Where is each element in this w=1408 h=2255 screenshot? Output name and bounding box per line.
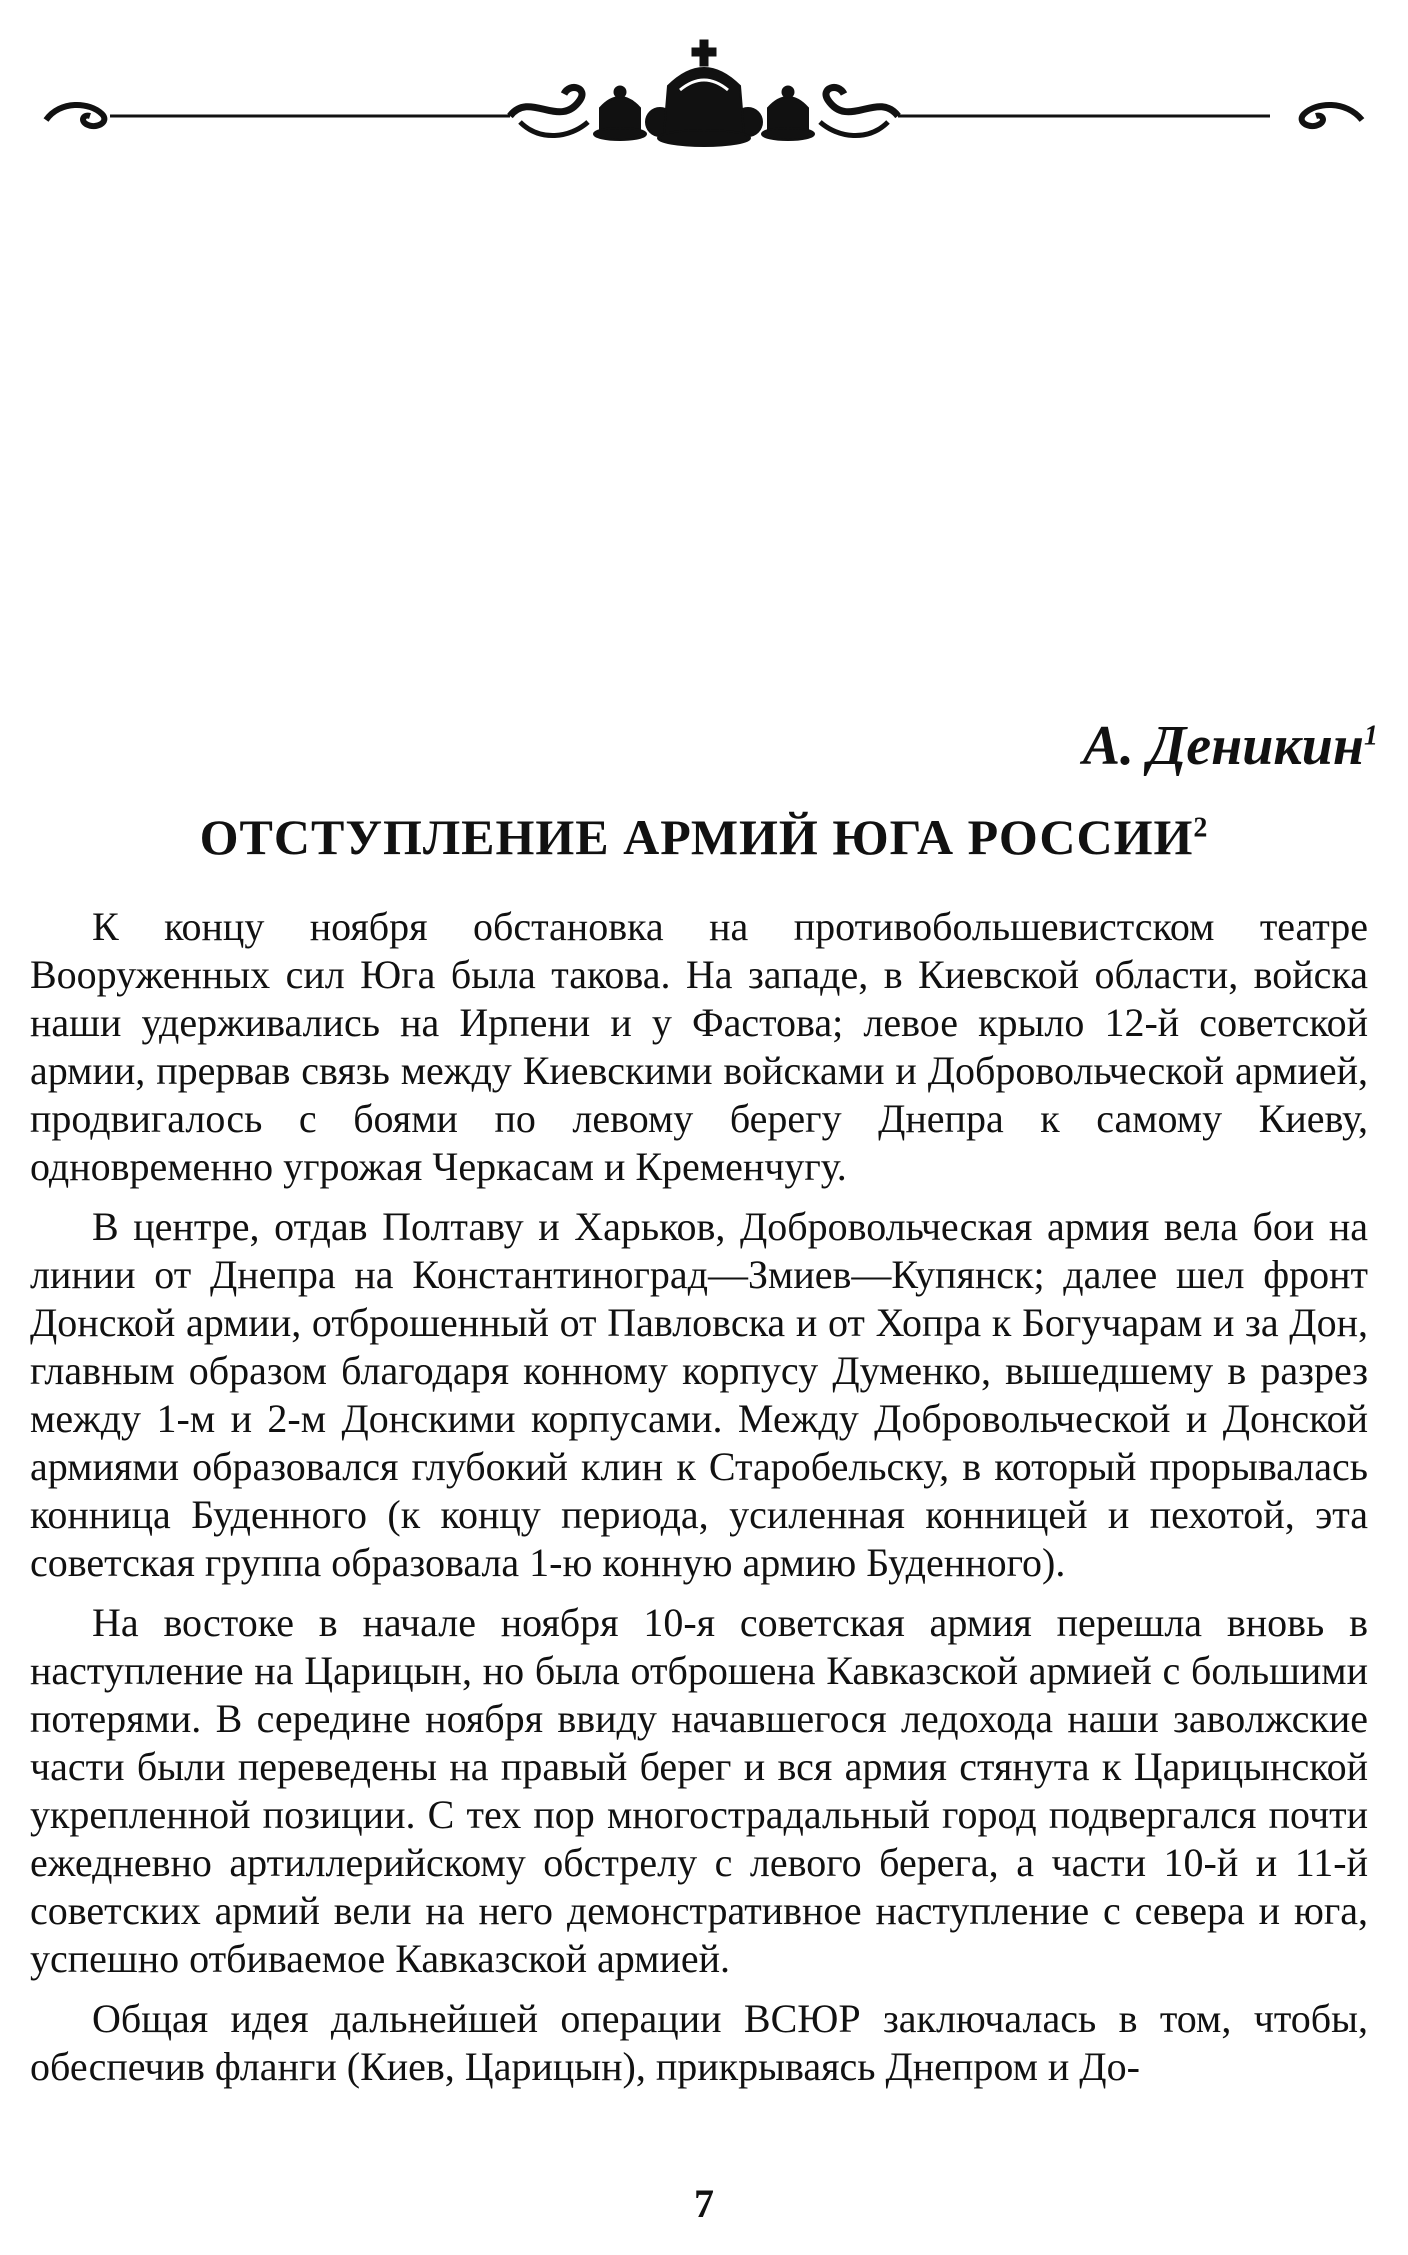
title-footnote-marker: 2 (1193, 812, 1209, 844)
paragraph: В центре, отдав Полтаву и Харьков, Добровольческая армия вела бои на линии от Днепра на Константиноград—Змиев—Купянск; далее шел фронт Донской армии, отброшенный от Павловска и от Хопра к Богучарам и за Дон, главным образом благодаря конному корпусу Думенко, вышедшему в разрез между 1-м и 2-м Донскими корпусами. Между Добровольческой и Донской армиями образовался глубокий клин к Старобельску, в который прорывалась конница Буденного (к концу периода, усиленная конницей и пехотой, эта советская группа образовала 1-ю конную армию Буденного). (30, 1204, 1368, 1585)
author-name-text: А. Деникин (1082, 715, 1364, 777)
paragraph: Общая идея дальнейшей операции ВСЮР заключалась в том, чтобы, обеспечив фланги (Киев, Царицын), прикрываясь Днепром и До- (30, 1996, 1368, 2089)
chapter-body (30, 903, 1368, 2103)
author-name (1082, 715, 1378, 777)
chapter-title-text: ОТСТУПЛЕНИЕ АРМИЙ ЮГА РОССИИ (199, 809, 1194, 865)
chapter-title (0, 808, 1408, 866)
author-footnote-marker: 1 (1364, 720, 1378, 752)
paragraph: К концу ноября обстановка на противобольшевистском театре Вооруженных сил Юга была такова. На западе, в Киевской области, войска наши удерживались на Ирпени и у Фастова; левое крыло 12-й советской армии, прервав связь между Киевскими войсками и Добровольческой армией, продвигалось с боями по левому берегу Днепра к самому Киеву, одновременно угрожая Черкасам и Кременчугу. (30, 904, 1368, 1189)
crown-ornament-header (40, 30, 1368, 150)
page-number: 7 (694, 2181, 714, 2226)
paragraph: На востоке в начале ноября 10-я советская армия перешла вновь в наступление на Царицын, но была отброшена Кавказской армией с большими потерями. В середине ноября ввиду начавшегося ледохода наши заволжские части были переведены на правый берег и вся армия стянута к Царицынской укрепленной позиции. С тех пор многострадальный город подвергался почти ежедневно артиллерийскому обстрелу с левого берега, а части 10-й и 11-й советских армий вели на него демонстративное наступление с севера и юга, успешно отбиваемое Кавказской армией. (30, 1600, 1368, 1981)
